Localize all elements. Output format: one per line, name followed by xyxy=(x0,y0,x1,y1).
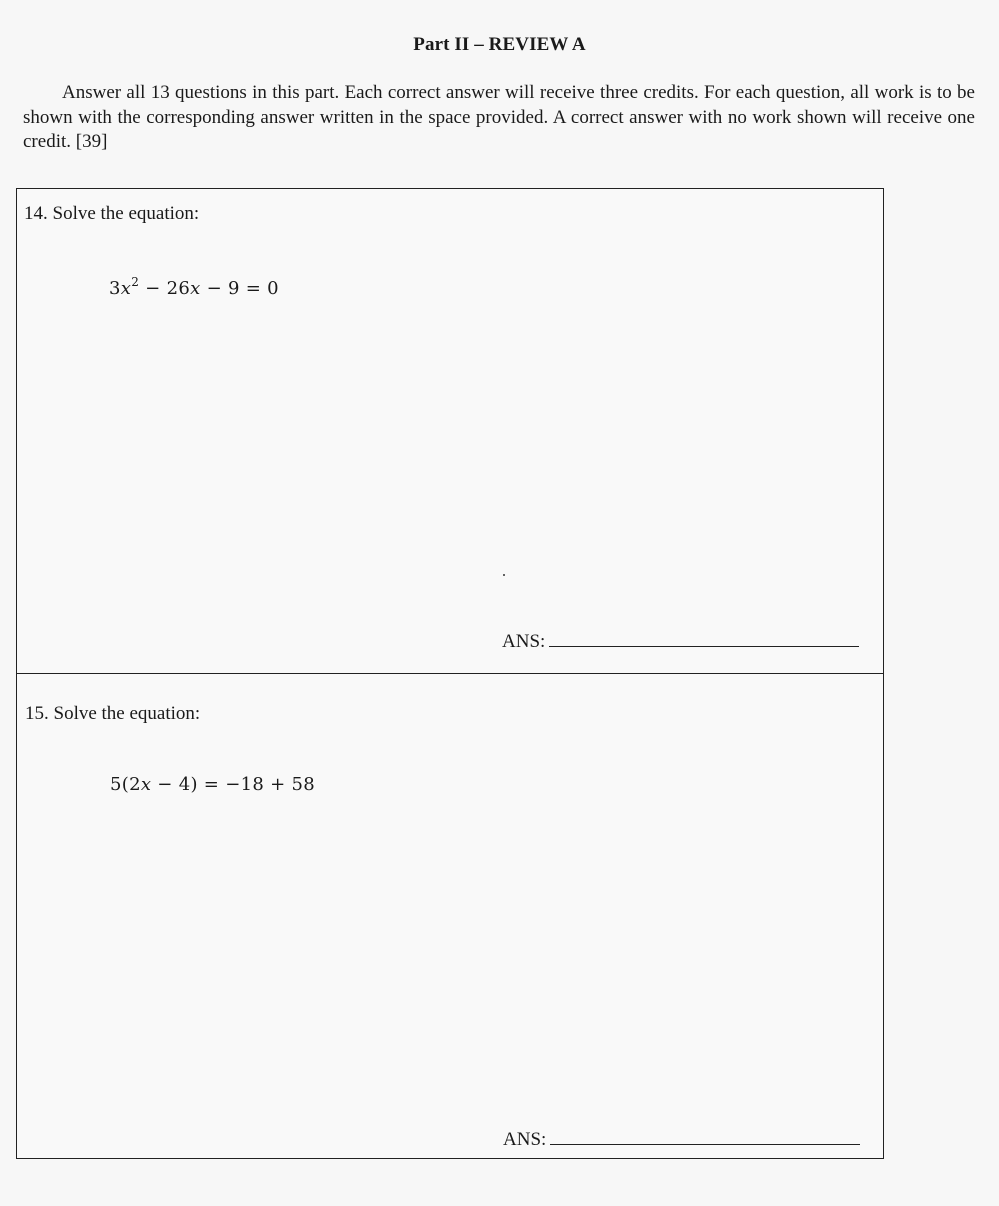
question-15-prompt: 15. Solve the equation: xyxy=(25,703,201,724)
equation-variable: x xyxy=(120,278,132,299)
question-14-prompt: 14. Solve the equation: xyxy=(24,203,200,224)
equation-term: − 4) = −18 + 58 xyxy=(151,774,316,795)
answer-label: ANS: xyxy=(502,631,546,652)
scan-speck xyxy=(503,574,505,576)
page-title: Part II – REVIEW A xyxy=(413,34,586,55)
equation-variable: x xyxy=(140,774,152,795)
equation-term: 3 xyxy=(109,278,121,299)
equation-variable: x xyxy=(190,278,201,299)
question-14-box xyxy=(16,188,884,675)
instructions-paragraph: Answer all 13 questions in this part. Each correct answer will receive three credits. For each question, all work is to be shown with the corresponding answer written in the space provided. A correct answer with no work shown will receive one credit. [39] xyxy=(23,82,975,152)
equation-term: 5(2 xyxy=(110,774,141,795)
question-15-box xyxy=(16,673,884,1159)
equation-exponent: 2 xyxy=(131,275,140,289)
question-15-answer-row xyxy=(503,1128,860,1151)
equation-term: − 9 = 0 xyxy=(200,278,279,299)
answer-label: ANS: xyxy=(503,1129,547,1150)
equation-term: − 26 xyxy=(139,278,191,299)
question-14-answer-line[interactable] xyxy=(549,630,859,647)
question-14-answer-row xyxy=(502,630,859,653)
question-15-answer-line[interactable] xyxy=(550,1128,860,1145)
question-14-equation xyxy=(109,275,279,299)
question-15-equation xyxy=(110,774,315,795)
